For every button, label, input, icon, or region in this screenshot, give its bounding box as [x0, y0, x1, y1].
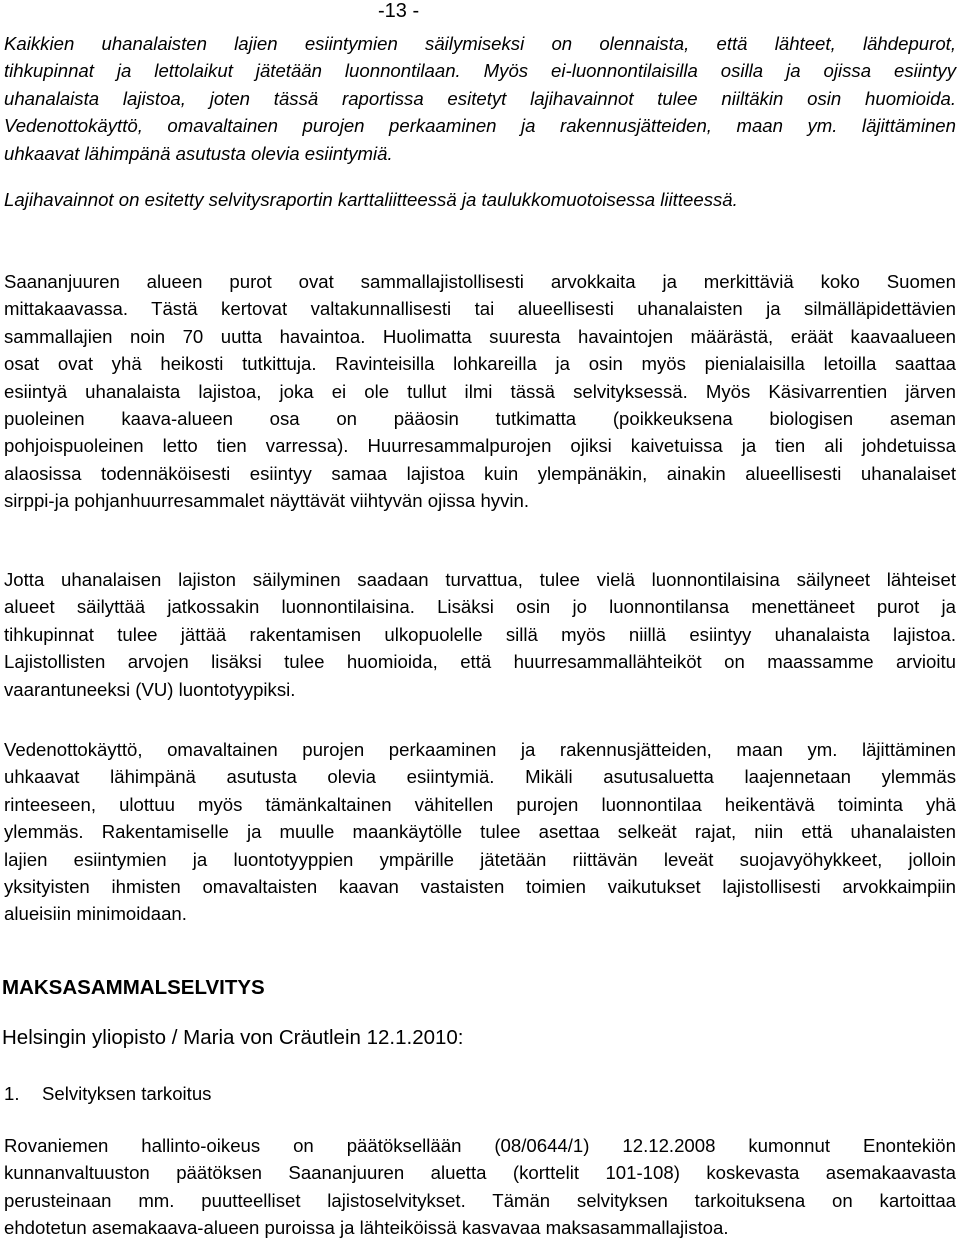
appendix-note [4, 186, 956, 213]
paragraph-line: tihkupinnat ja lettolaikut jätetään luonnontilaan. Myös ei-luonnontilaisilla osilla ja ojissa esiintyy [4, 60, 956, 82]
paragraph-line: ylemmäs. Rakentamiselle ja muulle maankäytölle tulee asettaa selkeät rajat, niin että uhanalaisten [4, 821, 956, 843]
paragraph-line: rinteeseen, ulottuu myös tämänkaltainen vähitellen purojen luonnontilaa heikentävä toiminta yhä [4, 793, 956, 815]
paragraph-line: Vedenottokäyttö, omavaltainen purojen perkaaminen ja rakennusjätteiden, maan ym. läjittäminen [4, 115, 956, 137]
paragraph-line: alueet säilyttää jatkossakin luonnontilaisina. Lisäksi osin jo luonnontilansa menettäneet purot ja [4, 596, 956, 618]
paragraph-line: Kaikkien uhanalaisten lajien esiintymien säilymiseksi on olennaista, että lähteet, lähdepurot, [4, 33, 956, 54]
paragraph-line: uhkaavat lähimpänä asutusta olevia esiintymiä. Mikäli asutusaluetta laajennetaan ylemmäs [4, 766, 956, 788]
paragraph-line: tihkupinnat tulee jättää rakentamisen ulkopuolelle sillä myös niillä esiintyy uhanalaista lajistoa. [4, 623, 956, 645]
intro-paragraph [4, 30, 956, 167]
paragraph-line: lajien esiintymien ja luontotyyppien ympärille jätetään riittävän leveät suojavyöhykkeet, jolloin [4, 848, 956, 870]
paragraph-line: uhanalaista lajistoa, joten tässä raportissa esitetyt lajihavainnot tulee niiltäkin osin huomioida. [4, 87, 956, 109]
paragraph-line: perusteinaan mm. puutteelliset lajistoselvitykset. Tämän selvityksen tarkoituksena on kartoittaa [4, 1189, 956, 1211]
paragraph-line: mittakaavassa. Tästä kertovat valtakunnallisesti tai alueellisesti uhanalaisten ja silmälläpidettävien [4, 298, 956, 320]
paragraph-line: ehdotetun asemakaava-alueen puroissa ja lähteiköissä kasvavaa maksasammallajistoa. [4, 1217, 729, 1239]
paragraph-line: esiintyä uhanalaista lajistoa, joka ei ole tullut ilmi tässä selvityksessä. Myös Käsivarrentien järven [4, 380, 956, 402]
paragraph-line: puoleinen kaava-alueen osa on pääosin tutkimatta (poikkeuksena biologisen aseman [4, 408, 956, 430]
paragraph-line: alueisiin minimoidaan. [4, 903, 187, 925]
paragraph-line: alaosissa todennäköisesti esiintyy samaa lajistoa kuin ylempänäkin, ainakin alueellisesti uhanalaiset [4, 462, 956, 484]
author-line: Helsingin yliopisto / Maria von Cräutlein 12.1.2010: [2, 1026, 464, 1049]
threats-paragraph [4, 736, 956, 928]
section-number: 1. [4, 1083, 20, 1104]
paragraph-line: osat ovat yhä heikosti tutkittuja. Ravinteisilla lohkareilla ja osin myös pienialaisilla letoilla saattaa [4, 353, 956, 375]
paragraph-line: Jotta uhanalaisen lajiston säilyminen saadaan turvattua, tulee vielä luonnontilaisina säilyneet lähteiset [4, 569, 956, 590]
moss-paragraph [4, 268, 956, 515]
paragraph-line: pohjoispuoleinen letto tien varressa). Huurresammalpurojen ojiksi kaivetuissa ja tien ali johdetuissa [4, 435, 956, 457]
paragraph-line: Lajistollisten arvojen lisäksi tulee huomioida, että huurresammallähteiköt on maassamme arvioitu [4, 651, 956, 673]
paragraph-line: uhkaavat lähimpänä asutusta olevia esiintymiä. [4, 142, 393, 164]
paragraph-line: Saananjuuren alueen purot ovat sammallajistollisesti arvokkaita ja merkittäviä koko Suomen [4, 271, 956, 292]
page-number: -13 - [378, 0, 420, 22]
paragraph-line: vaarantuneeksi (VU) luontotyypiksi. [4, 678, 296, 700]
paragraph-line: Rovaniemen hallinto-oikeus on päätöksellään (08/0644/1) 12.12.2008 kumonnut Enontekiön [4, 1135, 956, 1156]
paragraph-line: sirppi-ja pohjanhuurresammalet näyttävät viihtyvän ojissa hyvin. [4, 490, 530, 512]
paragraph-line: Lajihavainnot on esitetty selvitysraportin karttaliitteessä ja taulukkomuotoisessa liitteessä. [4, 189, 738, 210]
paragraph-line: sammallajien noin 70 uutta havaintoa. Huolimatta suuresta havaintojen määrästä, eräät kaavaalueen [4, 325, 956, 347]
paragraph-line: kunnanvaltuuston päätöksen Saananjuuren aluetta (korttelit 101-108) koskevasta asemakaavasta [4, 1162, 956, 1184]
preservation-paragraph [4, 566, 956, 703]
paragraph-line: Vedenottokäyttö, omavaltainen purojen perkaaminen ja rakennusjätteiden, maan ym. läjittäminen [4, 739, 956, 760]
section-heading: MAKSASAMMALSELVITYS [2, 976, 265, 999]
section-title-text: Selvityksen tarkoitus [42, 1083, 212, 1104]
section-title [4, 1080, 211, 1107]
purpose-paragraph [4, 1132, 956, 1242]
paragraph-line: yksityisten ihmisten omavaltaisten kaavan vastaisten toimien vaikutukset lajistollisesti arvokkaimpiin [4, 876, 956, 898]
